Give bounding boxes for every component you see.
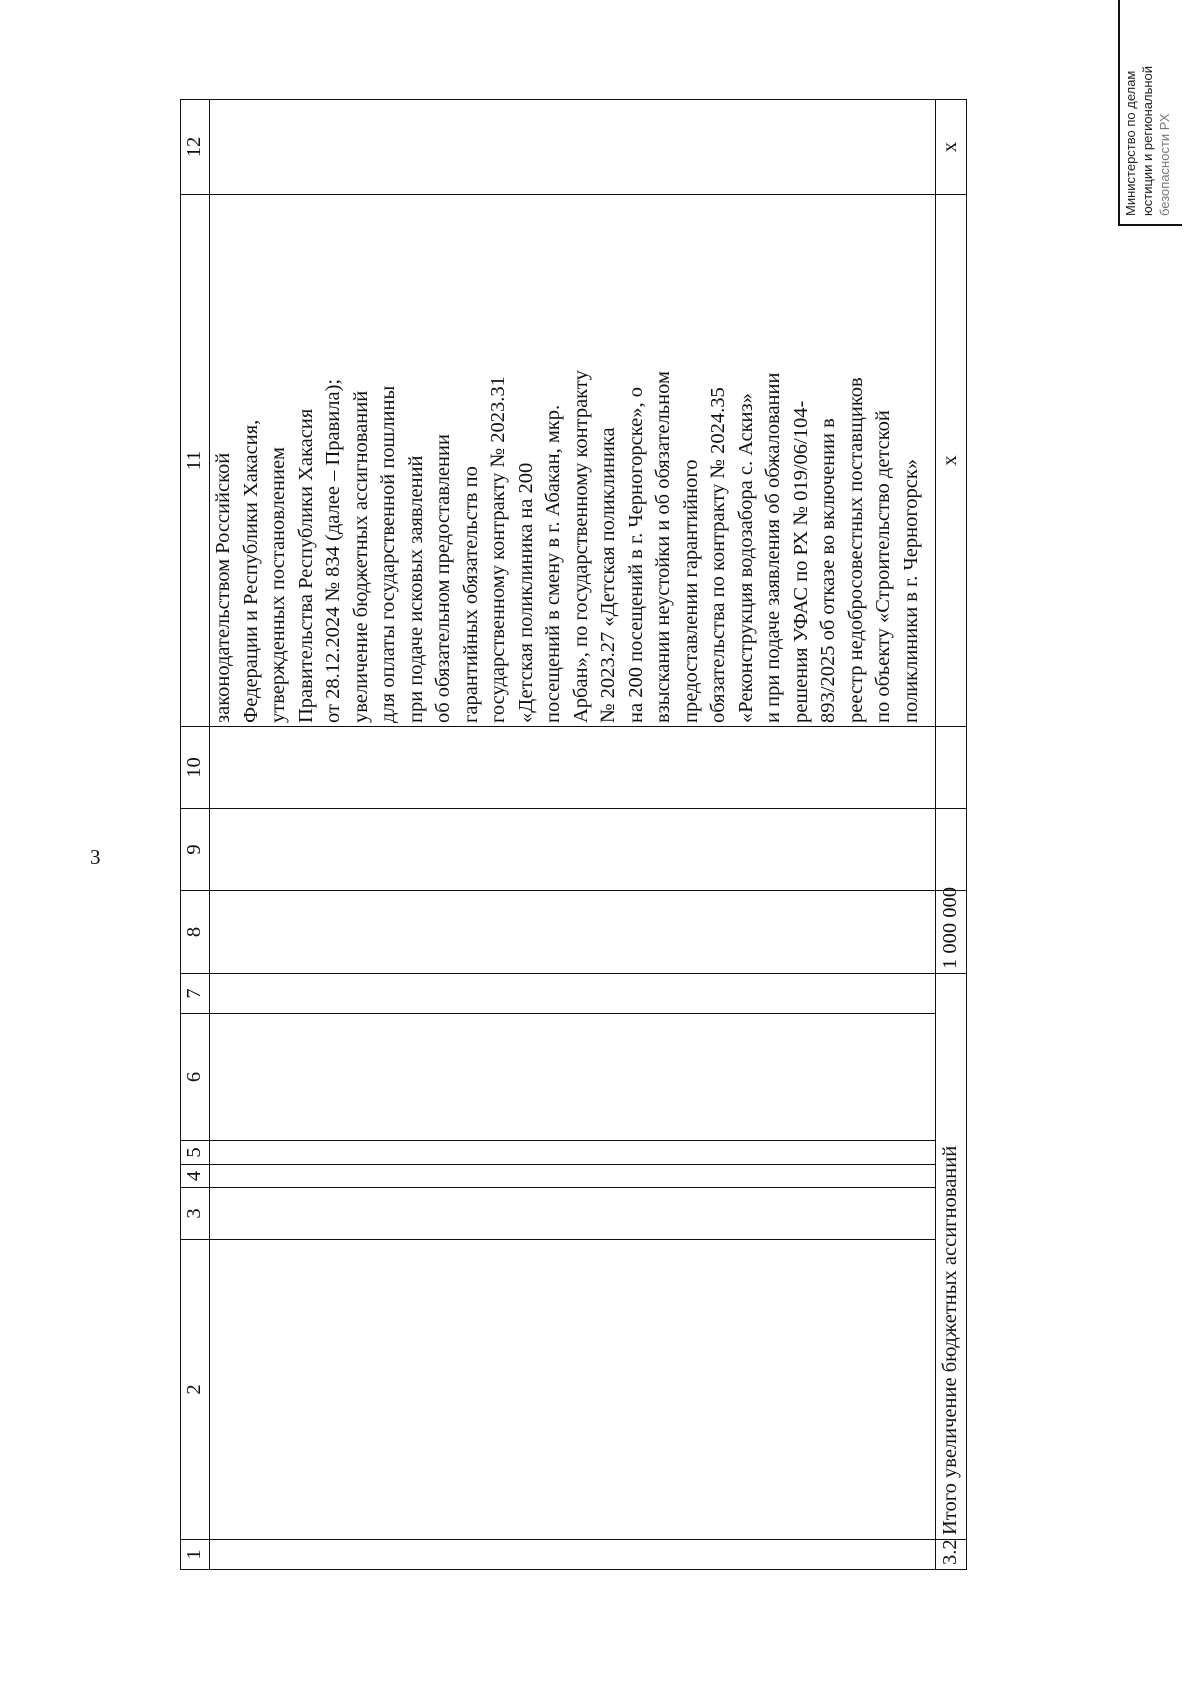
- description-line: «Реконструкция водозабора с. Аскиз»: [734, 393, 757, 723]
- description-line: предоставлении гарантийного: [679, 459, 702, 723]
- description-line: посещений в смену в г. Абакан, мкр.: [542, 404, 564, 723]
- rotated-table-container: [180, 100, 965, 1570]
- description-line: поликлиники в г. Черногорск»: [899, 458, 922, 723]
- total-row-col11: x: [936, 195, 967, 727]
- description-line: законодательством Российской: [212, 452, 234, 723]
- table-cell: [210, 1165, 936, 1188]
- page-number: 3: [90, 845, 101, 869]
- table-cell: [210, 1188, 936, 1240]
- header-cell: 1: [181, 1540, 210, 1570]
- total-row-number: 3.2: [936, 1540, 967, 1570]
- description-line: 893/2025 об отказе во включении в: [817, 418, 839, 723]
- header-cell: 7: [181, 974, 210, 1014]
- description-line: гарантийных обязательств по: [459, 466, 482, 723]
- table-cell: [210, 727, 936, 809]
- table-cell: [210, 100, 936, 195]
- table-cell: [210, 1014, 936, 1141]
- description-line: увеличение бюджетных ассигнований: [349, 390, 372, 723]
- header-cell: 4: [181, 1165, 210, 1188]
- table-cell: [210, 809, 936, 891]
- header-cell: 5: [181, 1141, 210, 1165]
- stamp-line: безопасности РХ: [1157, 113, 1172, 216]
- description-line: при подаче исковых заявлений: [404, 455, 427, 723]
- header-cell: 6: [181, 1014, 210, 1141]
- budget-table: [180, 99, 967, 1570]
- stamp-line: юстиции и региональной: [1140, 65, 1155, 216]
- table-cell: [210, 1240, 936, 1540]
- description-line: на 200 посещений в г. Черногорске», о: [624, 386, 647, 723]
- content-row: [210, 100, 936, 1570]
- header-cell: 2: [181, 1240, 210, 1540]
- table-cell: [210, 974, 936, 1014]
- description-line: «Детская поликлиника на 200: [514, 462, 537, 723]
- description-line: обязательства по контракту № 2024.35: [707, 387, 729, 723]
- table-cell: [936, 727, 967, 809]
- description-line: реестр недобросовестных поставщиков: [844, 377, 867, 723]
- total-row-label: Итого увеличение бюджетных ассигнований: [936, 974, 967, 1540]
- registration-stamp: [1118, 0, 1182, 226]
- total-row-col12: x: [936, 100, 967, 195]
- header-cell: 8: [181, 891, 210, 974]
- description-line: решения УФАС по РХ № 019/06/104-: [789, 400, 812, 723]
- description-line: по объекту «Строительство детской: [872, 410, 894, 723]
- header-cell: 9: [181, 809, 210, 891]
- description-line: № 2023.27 «Детская поликлиника: [597, 427, 619, 723]
- table-cell: [210, 1540, 936, 1570]
- table-cell: [210, 1141, 936, 1165]
- table-cell: [210, 891, 936, 974]
- header-cell: 12: [181, 100, 210, 195]
- header-cell: 10: [181, 727, 210, 809]
- header-cell: 3: [181, 1188, 210, 1240]
- description-line: Правительства Республики Хакасия: [294, 408, 317, 723]
- table-cell: [936, 809, 967, 891]
- description-line: и при подаче заявления об обжаловании: [762, 372, 784, 723]
- description-line: об обязательном предоставлении: [432, 434, 454, 723]
- total-row-amount: 1 000 000: [936, 891, 967, 974]
- description-line: государственному контракту № 2023.31: [487, 376, 509, 723]
- description-line: для оплаты государственной пошлины: [377, 385, 399, 723]
- description-cell: [210, 195, 936, 727]
- description-line: Федерации и Республики Хакасия,: [239, 419, 262, 723]
- description-line: Арбан», по государственному контракту: [569, 370, 592, 723]
- description-line: утвержденных постановлением: [267, 446, 289, 723]
- total-row: [936, 100, 967, 1570]
- header-row: [181, 100, 210, 1570]
- stamp-line: Министерство по делам: [1123, 70, 1138, 216]
- description-line: от 28.12.2024 № 834 (далее – Правила);: [322, 378, 344, 723]
- header-cell: 11: [181, 195, 210, 727]
- description-line: взыскании неустойки и об обязательном: [652, 371, 674, 723]
